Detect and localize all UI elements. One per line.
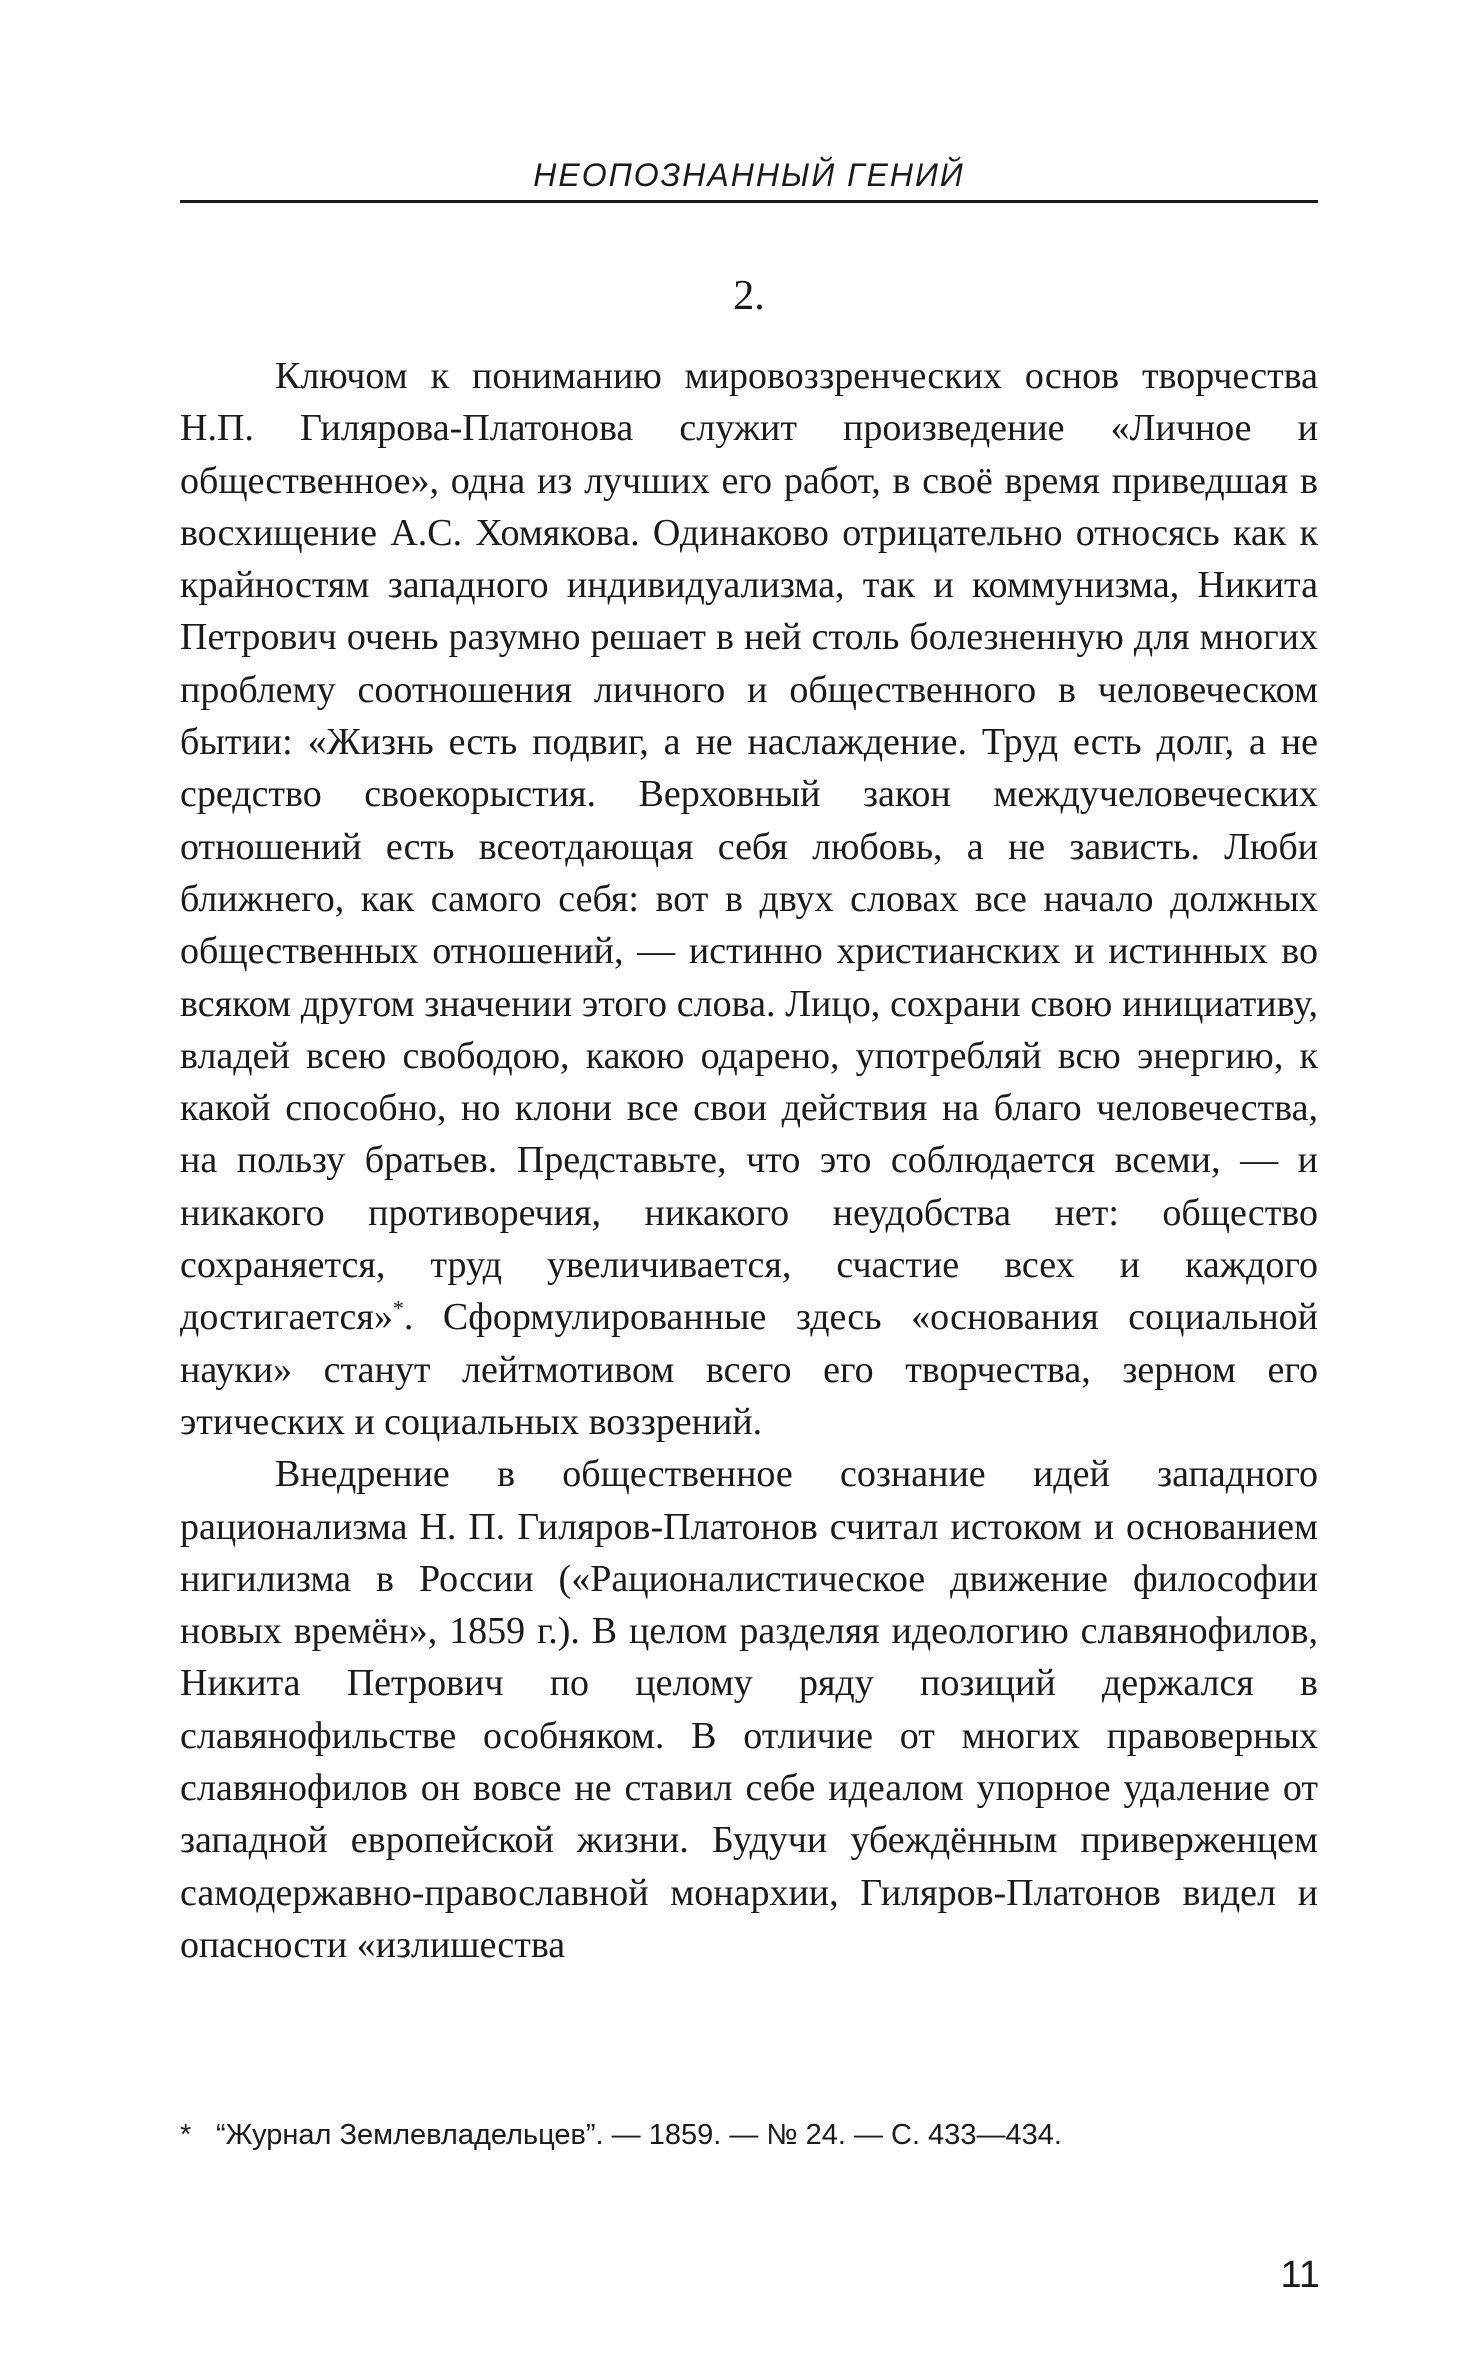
section-number: 2. (733, 273, 765, 319)
footnote-text: “Журнал Землевладельцев”. — 1859. — № 24. — С. 433—434. (216, 2119, 1062, 2151)
paragraph-1-text: Ключом к пониманию мировоззренческих основ творчества Н.П. Гилярова-Платонова служит произведение «Личное и общественное», одна из лучших его работ, в своё время приведшая в восхищение А.С. Хомякова. Одинаково отрицательно относясь как к крайностям западного индивидуализма, так и коммунизма, Никита Петрович очень разумно решает в ней столь болезненную для многих проблему соотношения личного и общественного в человеческом бытии: «Жизнь есть подвиг, а не наслаждение. Труд есть долг, а не средство своекорыстия. Верховный закон междучеловеческих отношений есть всеотдающая себя любовь, а не зависть. Люби ближнего, как самого себя: вот в двух словах все начало должных общественных отношений, — истинно христианских и истинных во всяком другом значении этого слова. Лицо, сохрани свою инициативу, владей всею свободою, какою одарено, употребляй всю энергию, к какой способно, но клони все свои действия на благо человечества, на пользу братьев. Представьте, что это соблюдается всеми, — и никакого противоречия, никакого неудобства нет: общество сохраняется, труд увеличивается, счастие всех и каждого достигается» (180, 355, 1318, 1339)
paragraph-2: Внедрение в общественное сознание идей западного рационализма Н. П. Гиляров-Платонов считал истоком и основанием нигилизма в России («Рационалистическое движение философии новых времён», 1859 г.). В целом разделяя идеологию славянофилов, Никита Петрович по целому ряду позиций держался в славянофильстве особняком. В отличие от многих правоверных славянофилов он вовсе не ставил себе идеалом упорное удаление от западной европейской жизни. Будучи убеждённым приверженцем самодержавно-православной монархии, Гиляров-Платонов видел и опасности «излишества (180, 1453, 1318, 1966)
body-text (180, 350, 1318, 1971)
footnote-mark: * (180, 2119, 192, 2151)
page-number: 11 (1280, 2254, 1320, 2296)
paragraph-1 (180, 350, 1318, 1448)
running-head (180, 150, 1318, 203)
footnote-reference-mark[interactable]: * (392, 1295, 404, 1321)
footnote (180, 2115, 1318, 2155)
running-head-title: НЕОПОЗНАННЫЙ ГЕНИЙ (533, 157, 965, 193)
paragraph-1-continuation: . Сформулированные здесь «основания социальной науки» станут лейтмотивом всего его творчества, зерном его этических и социальных воззрений. (180, 1296, 1318, 1443)
